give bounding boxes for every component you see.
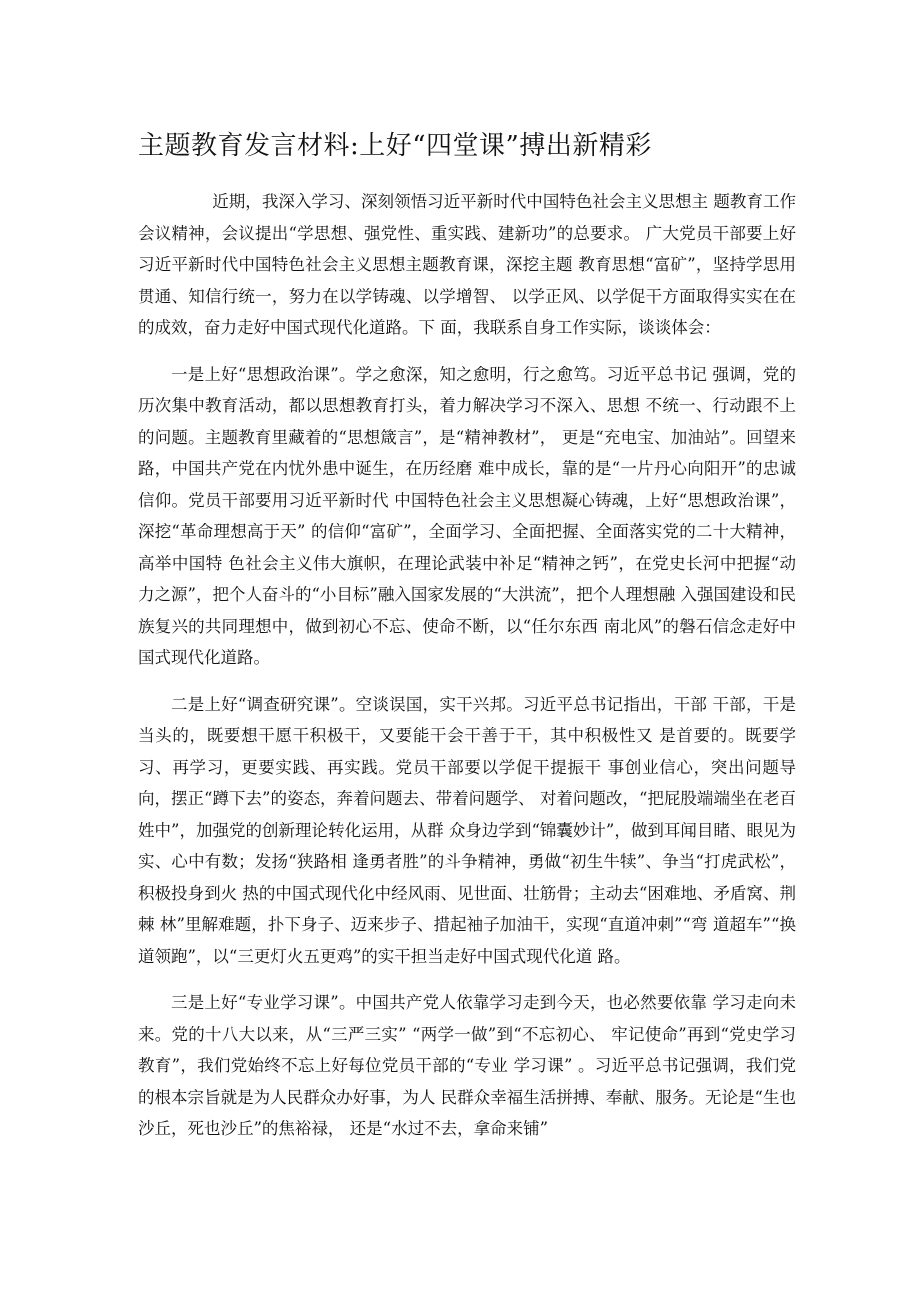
page-title: 主题教育发言材料:上好“四堂课”搏出新精彩 bbox=[138, 131, 652, 161]
paragraph-intro: 近期，我深入学习、深刻领悟习近平新时代中国特色社会主义思想主 题教育工作会议精神，会议提出“学思想、强党性、重实践、建新功”的总要求。 广大党员干部要上好习近平新时代中国特色社会主义思想主题教育课，深挖主题 教育思想“富矿”，坚持学思用贯通、知信行统一，努力在以学铸魂、以学增智、 以学正风、以学促干方面取得实实在在的成效，奋力走好中国式现代化道路。下 面，我联系自身工作实际，谈谈体会： bbox=[138, 192, 796, 337]
paragraph-research-course: 二是上好“调查研究课”。空谈误国，实干兴邦。习近平总书记指出，干部 干部，干是当头的，既要想干愿干积极干，又要能干会干善于干，其中积极性又 是首要的。既要学习、再学习，更要实践、再实践。党员干部要以学促干提振干 事创业信心，突出问题导向，摆正“蹲下去”的姿态，奔着问题去、带着问题学、 对着问题改，“把屁股端端坐在老百姓中”，加强党的创新理论转化运用，从群 众身边学到“锦囊妙计”，做到耳闻目睹、眼见为实、心中有数；发扬“狭路相 逢勇者胜”的斗争精神，勇做“初生牛犊”、争当“打虎武松”，积极投身到火 热的中国式现代化中经风雨、见世面、壮筋骨；主动去“困难地、矛盾窝、荆棘 林”里解难题，扑下身子、迈来步子、措起袖子加油干，实现“直道冲刺”“弯 道超车”“换道领跑”，以“三更灯火五更鸡”的实干担当走好中国式现代化道 路。 bbox=[138, 694, 796, 966]
paragraph-ideology-course: 一是上好“思想政治课”。学之愈深，知之愈明，行之愈笃。习近平总书记 强调，党的历次集中教育活动，都以思想教育打头，着力解决学习不深入、思想 不统一、行动跟不上的问题。主题教育里藏着的“思想箴言”，是“精神教材”， 更是“充电宝、加油站”。回望来路，中国共产党在内忧外患中诞生，在历经磨 难中成长，靠的是“一片丹心向阳开”的忠诚信仰。党员干部要用习近平新时代 中国特色社会主义思想凝心铸魂，上好“思想政治课”，深挖“革命理想高于天” 的信仰“富矿”，全面学习、全面把握、全面落实党的二十大精神，高举中国特 色社会主义伟大旗帜，在理论武装中补足“精神之钙”，在党史长河中把握“动 力之源”，把个人奋斗的“小目标”融入国家发展的“大洪流”，把个人理想融 入强国建设和民族复兴的共同理想中，做到初心不忘、使命不断，以“任尔东西 南北风”的磐石信念走好中国式现代化道路。 bbox=[138, 364, 796, 667]
paragraph-study-course: 三是上好“专业学习课”。中国共产党人依靠学习走到今天，也必然要依靠 学习走向未来。党的十八大以来，从“三严三实” “两学一做”到“不忘初心、 牢记使命”再到“党史学习教育”，我们党始终不忘上好每位党员干部的“专业 学习课” 。习近平总书记强调，我们党的根本宗旨就是为人民群众办好事，为人 民群众幸福生活拼搏、奉献、服务。无论是“生也沙丘，死也沙丘”的焦裕禄， 还是“水过不去，拿命来铺” bbox=[138, 993, 796, 1138]
